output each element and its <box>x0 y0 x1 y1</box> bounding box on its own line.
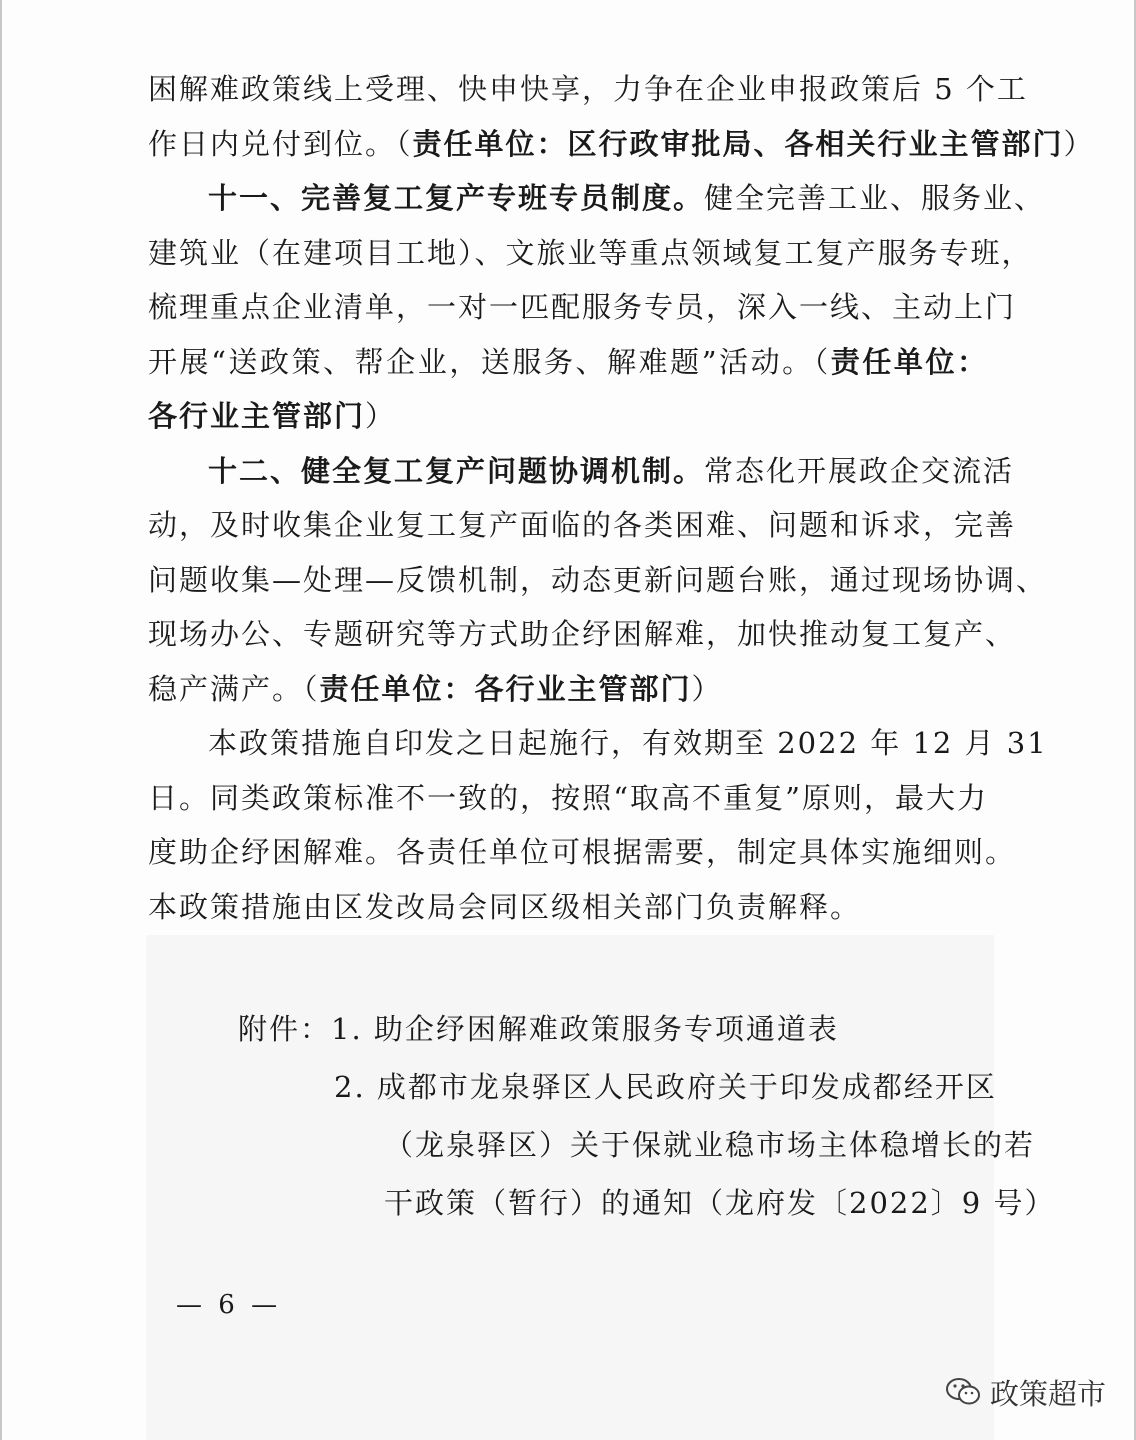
paragraph-line: 建筑业（在建项目工地）、文旅业等重点领域复工复产服务专班， <box>148 235 1033 270</box>
paragraph-line: 动，及时收集企业复工复产面临的各类困难、问题和诉求，完善 <box>148 508 1017 542</box>
page-number: — 6 — <box>176 1290 282 1320</box>
section-title: 十一、完善复工复产专班专员制度。 <box>208 181 705 215</box>
paragraph-line: 稳产满产。（责任单位：各行业主管部门） <box>148 671 723 706</box>
responsible-unit: 责任单位：区行政审批局、各相关行业主管部门 <box>412 126 1064 161</box>
paragraph-line: 困解难政策线上受理、快申快享，力争在企业申报政策后 5 个工 <box>148 72 1028 106</box>
attachment-item-2: 2. 成都市龙泉驿区人民政府关于印发成都经开区 <box>334 1070 997 1104</box>
paragraph-line: 问题收集—处理—反馈机制，动态更新问题台账，通过现场协调、 <box>148 562 1048 597</box>
watermark <box>944 1372 1106 1412</box>
section-title: 十二、健全复工复产问题协调机制。 <box>208 453 705 488</box>
paragraph-line: 作日内兑付到位。（责任单位：区行政审批局、各相关行业主管部门） <box>148 126 1095 161</box>
paragraph-line: 本政策措施自印发之日起施行，有效期至 2022 年 12 月 31 <box>208 726 1048 760</box>
paragraph-line: 日。同类政策标准不一致的，按照“取高不重复”原则，最大力 <box>148 780 988 815</box>
attachment-item-2-cont: （龙泉驿区）关于保就业稳市场主体稳增长的若 <box>384 1128 1036 1162</box>
responsible-unit: 各行业主管部门 <box>148 399 366 433</box>
responsible-unit: 责任单位：各行业主管部门 <box>319 671 692 706</box>
attachment-item-1: 附件：1. 助企纾困解难政策服务专项通道表 <box>238 1012 839 1046</box>
watermark-text: 政策超市 <box>990 1376 1107 1411</box>
body-text <box>148 62 1095 934</box>
attachment-item-2-cont: 干政策（暂行）的通知（龙府发〔2022〕9 号） <box>384 1186 1056 1220</box>
attachments <box>238 1000 1056 1232</box>
paragraph-line: 开展“送政策、帮企业，送服务、解难题”活动。（责任单位： <box>148 344 988 379</box>
responsible-unit: 责任单位： <box>830 344 988 379</box>
section-heading-12: 十二、健全复工复产问题协调机制。常态化开展政企交流活 <box>208 453 1015 488</box>
paragraph-line: 本政策措施由区发改局会同区级相关部门负责解释。 <box>148 889 862 924</box>
paragraph-line: 各行业主管部门） <box>148 399 397 433</box>
section-heading-11: 十一、完善复工复产专班专员制度。健全完善工业、服务业、 <box>208 181 1046 215</box>
paragraph-line: 现场办公、专题研究等方式助企纾困解难，加快推动复工复产、 <box>148 617 1017 651</box>
wechat-icon <box>944 1376 982 1408</box>
attachment-label: 附件： <box>238 1012 332 1046</box>
paragraph-line: 梳理重点企业清单，一对一匹配服务专员，深入一线、主动上门 <box>148 290 1017 324</box>
paragraph-line: 度助企纾困解难。各责任单位可根据需要，制定具体实施细则。 <box>148 835 1017 869</box>
